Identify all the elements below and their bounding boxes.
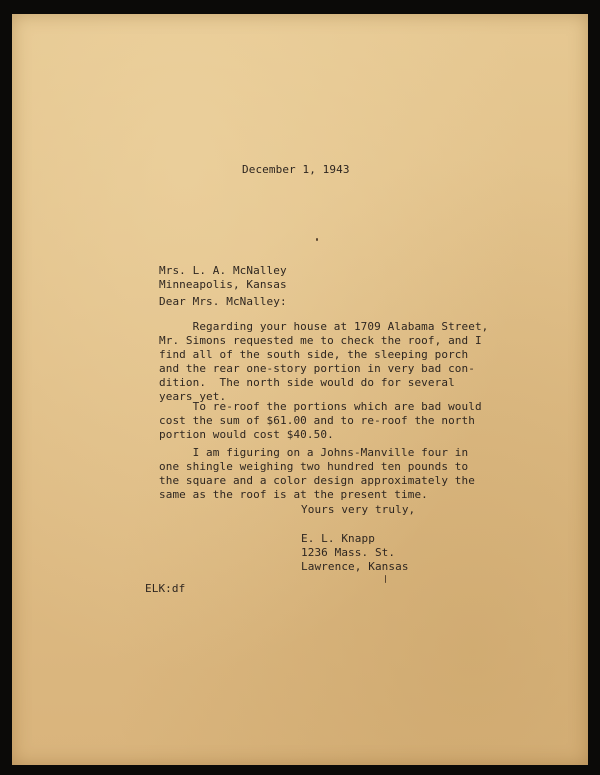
paper-speck	[316, 238, 318, 241]
paragraph-line: find all of the south side, the sleeping porch	[159, 348, 469, 361]
paragraph-line: portion would cost $40.50.	[159, 428, 334, 441]
signer-street: 1236 Mass. St.	[301, 546, 396, 559]
letter-page	[12, 14, 588, 765]
recipient-city: Minneapolis, Kansas	[159, 278, 287, 291]
paragraph-line: I am figuring on a Johns-Manville four in	[159, 446, 469, 459]
recipient-name: Mrs. L. A. McNalley	[159, 264, 287, 277]
paragraph-line: years yet.	[159, 390, 227, 403]
paragraph-line: same as the roof is at the present time.	[159, 488, 428, 501]
paragraph-line: cost the sum of $61.00 and to re-roof the north	[159, 414, 475, 427]
signer-name: E. L. Knapp	[301, 532, 375, 545]
salutation: Dear Mrs. McNalley:	[159, 295, 287, 308]
paragraph-line: Mr. Simons requested me to check the roof, and I	[159, 334, 482, 347]
typist-initials: ELK:df	[145, 582, 186, 595]
closing: Yours very truly,	[301, 503, 416, 516]
signer-city: Lawrence, Kansas	[301, 560, 409, 573]
paragraph-line: To re-roof the portions which are bad would	[159, 400, 482, 413]
body-paragraph-2	[159, 400, 482, 442]
recipient-address	[159, 264, 287, 292]
paragraph-line: one shingle weighing two hundred ten pounds to	[159, 460, 469, 473]
paragraph-line: Regarding your house at 1709 Alabama Street,	[159, 320, 489, 333]
paragraph-line: the square and a color design approximately the	[159, 474, 475, 487]
paragraph-line: and the rear one-story portion in very bad con-	[159, 362, 475, 375]
paper-speck	[385, 575, 386, 583]
body-paragraph-1	[159, 320, 488, 404]
signature-block	[301, 532, 409, 574]
body-paragraph-3	[159, 446, 475, 502]
paragraph-line: dition. The north side would do for several	[159, 376, 455, 389]
letter-date: December 1, 1943	[242, 163, 350, 176]
